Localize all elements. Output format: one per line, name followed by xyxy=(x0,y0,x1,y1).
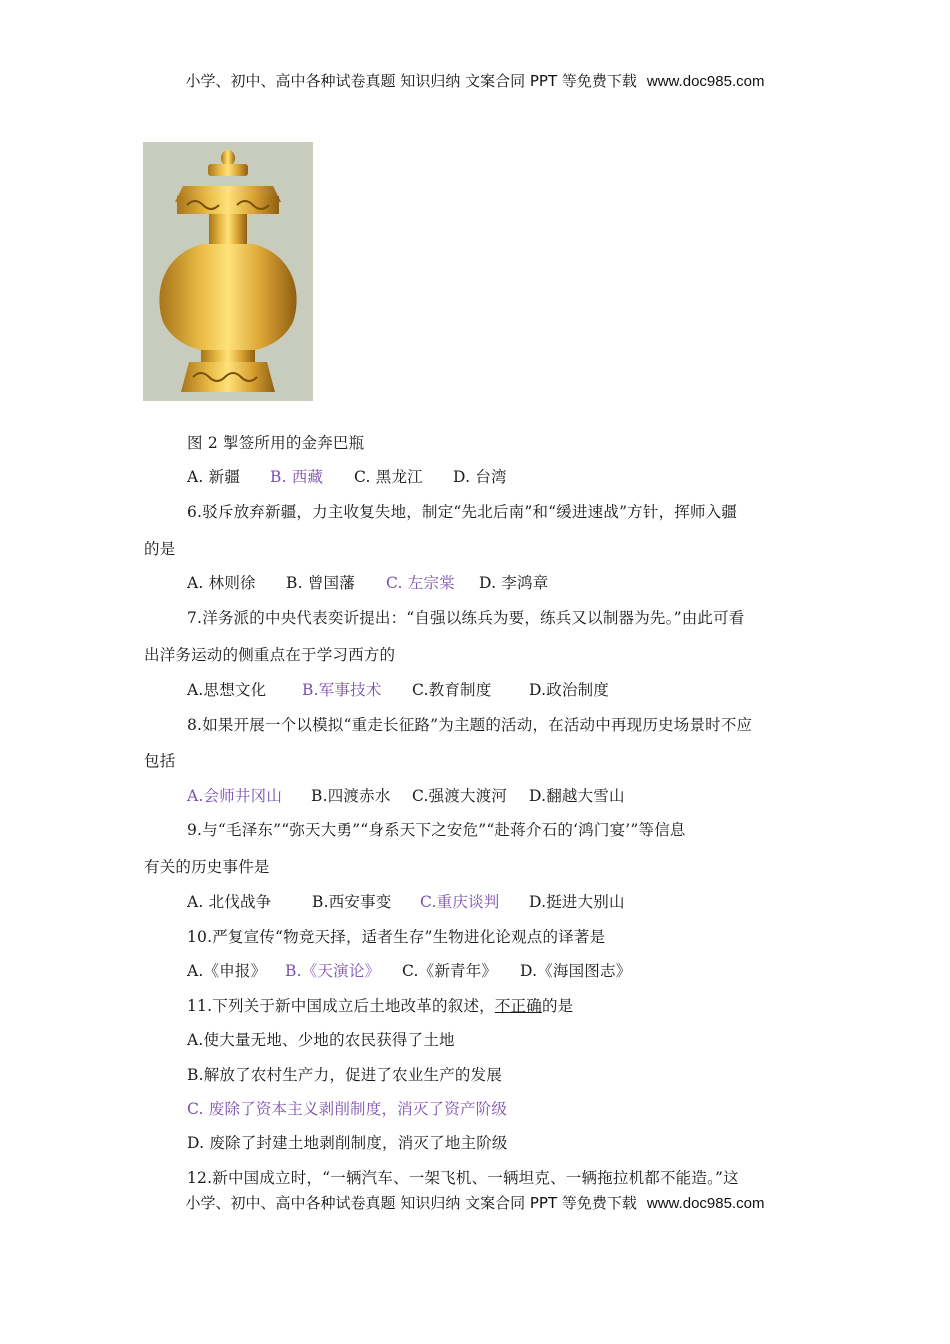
q5-options xyxy=(187,465,507,487)
q8-stem-cont: 包括 xyxy=(144,752,176,770)
header-text: 小学、初中、高中各种试卷真题 知识归纳 文案合同 PPT 等免费下载 xyxy=(185,72,637,90)
q10-option-b-answer[interactable]: B.《天演论》 xyxy=(285,962,381,980)
q8-options xyxy=(187,784,625,806)
golden-vase-image xyxy=(143,142,313,401)
q7-stem: 7.洋务派的中央代表奕䜣提出：“自强以练兵为要，练兵又以制器为先。”由此可看 xyxy=(187,609,745,627)
q8-option-c[interactable]: C.强渡大渡河 xyxy=(412,787,508,805)
q5-option-a[interactable]: A. 新疆 xyxy=(187,468,241,486)
q5-option-b-answer[interactable]: B. 西藏 xyxy=(270,468,324,486)
q9-option-d[interactable]: D.挺进大别山 xyxy=(529,893,625,911)
q5-option-c[interactable]: C. 黑龙江 xyxy=(354,468,423,486)
q10-option-d[interactable]: D.《海国图志》 xyxy=(520,962,632,980)
q7-stem-cont: 出洋务运动的侧重点在于学习西方的 xyxy=(144,646,396,664)
q9-stem-cont: 有关的历史事件是 xyxy=(144,858,270,876)
q7-option-a[interactable]: A.思想文化 xyxy=(187,681,267,699)
q7-option-b-answer[interactable]: B.军事技术 xyxy=(302,681,382,699)
q9-option-a[interactable]: A. 北伐战争 xyxy=(187,893,272,911)
q11-option-a[interactable]: A.使大量无地、少地的农民获得了土地 xyxy=(187,1031,455,1049)
q7-option-d[interactable]: D.政治制度 xyxy=(529,681,610,699)
figure-caption: 图 2 掣签所用的金奔巴瓶 xyxy=(187,434,365,452)
q8-option-a-answer[interactable]: A.会师井冈山 xyxy=(187,787,283,805)
q9-stem: 9.与“毛泽东”“弥天大勇”“身系天下之安危”“赴蒋介石的‘鸿门宴’”等信息 xyxy=(187,821,686,839)
q6-option-a[interactable]: A. 林则徐 xyxy=(187,574,256,592)
q9-options xyxy=(187,890,625,912)
q11-option-c-answer[interactable]: C. 废除了资本主义剥削制度，消灭了资产阶级 xyxy=(187,1100,508,1118)
q9-option-c-answer[interactable]: C.重庆谈判 xyxy=(420,893,500,911)
q6-stem: 6.驳斥放弃新疆，力主收复失地，制定“先北后南”和“缓进速战”方针，挥师入疆 xyxy=(187,503,738,521)
page-footer xyxy=(0,1192,950,1213)
q10-option-c[interactable]: C.《新青年》 xyxy=(402,962,498,980)
q10-option-a[interactable]: A.《申报》 xyxy=(187,962,267,980)
q11-stem-emphasis: 不正确 xyxy=(494,997,542,1015)
q6-stem-cont: 的是 xyxy=(144,540,176,558)
q8-option-b[interactable]: B.四渡赤水 xyxy=(311,787,391,805)
footer-site-link[interactable]: www.doc985.com xyxy=(646,1195,765,1212)
q5-option-d[interactable]: D. 台湾 xyxy=(453,468,507,486)
q12-stem: 12.新中国成立时，“一辆汽车、一架飞机、一辆坦克、一辆拖拉机都不能造。”这 xyxy=(187,1169,739,1187)
footer-text: 小学、初中、高中各种试卷真题 知识归纳 文案合同 PPT 等免费下载 xyxy=(185,1194,637,1212)
q10-options xyxy=(187,959,631,981)
page-header xyxy=(0,70,950,91)
q11-stem xyxy=(187,994,573,1016)
q8-stem: 8.如果开展一个以模拟“重走长征路”为主题的活动，在活动中再现历史场景时不应 xyxy=(187,716,753,734)
q7-options xyxy=(187,678,609,700)
q8-option-d[interactable]: D.翻越大雪山 xyxy=(529,787,625,805)
header-site-link[interactable]: www.doc985.com xyxy=(646,73,765,90)
q6-option-d[interactable]: D. 李鸿章 xyxy=(479,574,549,592)
q6-option-c-answer[interactable]: C. 左宗棠 xyxy=(386,574,455,592)
q11-stem-pre: 11.下列关于新中国成立后土地改革的叙述， xyxy=(187,997,495,1015)
q9-option-b[interactable]: B.西安事变 xyxy=(312,893,392,911)
q6-option-b[interactable]: B. 曾国藩 xyxy=(286,574,355,592)
q11-option-b[interactable]: B.解放了农村生产力，促进了农业生产的发展 xyxy=(187,1066,503,1084)
q11-option-d[interactable]: D. 废除了封建土地剥削制度，消灭了地主阶级 xyxy=(187,1134,508,1152)
q6-options xyxy=(187,571,548,593)
q11-stem-post: 的是 xyxy=(541,997,574,1015)
q7-option-c[interactable]: C.教育制度 xyxy=(412,681,492,699)
q10-stem: 10.严复宣传“物竞天择，适者生存”生物进化论观点的译著是 xyxy=(187,928,606,946)
